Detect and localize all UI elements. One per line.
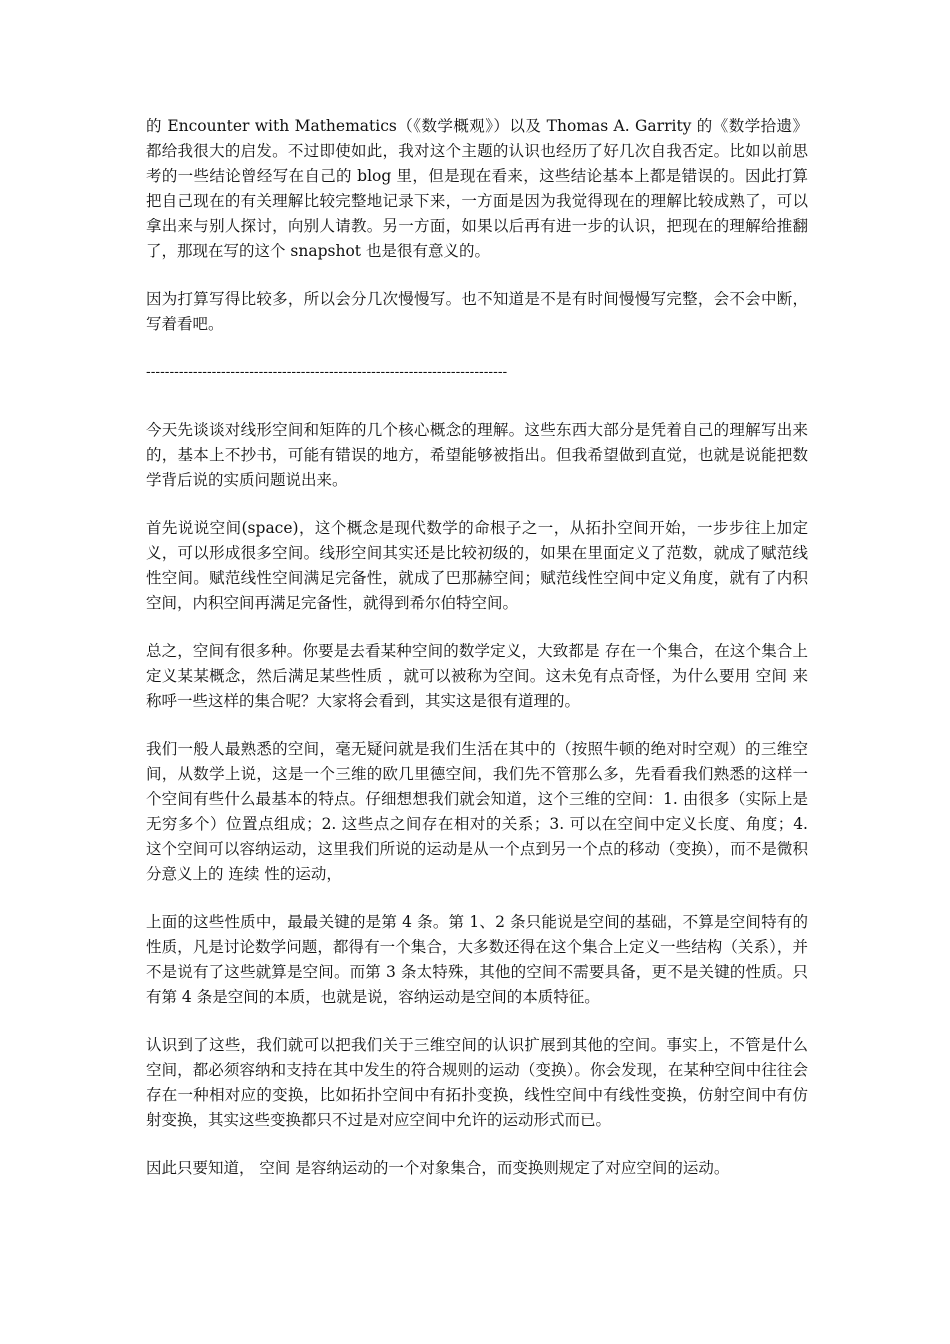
paragraph-conclusion: 因此只要知道， 空间 是容纳运动的一个对象集合，而变换则规定了对应空间的运动。 — [146, 1159, 730, 1177]
section-divider: ----------------------------------------------------------------------------- — [146, 365, 508, 380]
paragraph-plan: 因为打算写得比较多，所以会分几次慢慢写。也不知道是不是有时间慢慢写完整，会不会中断，写着看吧。 — [146, 290, 808, 333]
paragraph-three-dim-space: 我们一般人最熟悉的空间，毫无疑问就是我们生活在其中的（按照牛顿的绝对时空观）的三维空间，从数学上说，这是一个三维的欧几里德空间，我们先不管那么多，先看看我们熟悉的这样一个空间有些什么最基本的特点。仔细想想我们就会知道，这个三维的空间：1. 由很多（实际上是无穷多个）位置点组成；2. 这些点之间存在相对的关系；3. 可以在空间中定义长度、角度；4. 这个空间可以容纳运动，这里我们所说的运动是从一个点到另一个点的移动（变换），而不是微积分意义上的 连续 性的运动， — [146, 740, 808, 883]
paragraph-space-definition: 首先说说空间(space)，这个概念是现代数学的命根子之一，从拓扑空间开始，一步步往上加定义，可以形成很多空间。线形空间其实还是比较初级的，如果在里面定义了范数，就成了赋范线性空间。赋范线性空间满足完备性，就成了巴那赫空间；赋范线性空间中定义角度，就有了内积空间，内积空间再满足完备性，就得到希尔伯特空间。 — [146, 519, 808, 612]
paragraph-intro: 的 Encounter with Mathematics（《数学概观》）以及 Thomas A. Garrity 的《数学拾遗》都给我很大的启发。不过即使如此，我对这个主题的认识也经历了好几次自我否定。比如以前思考的一些结论曾经写在自己的 blog 里，但是现在看来，这些结论基本上都是错误的。因此打算把自己现在的有关理解比较完整地记录下来，一方面是因为我觉得现在的理解比较成熟了，可以拿出来与别人探讨，向别人请教。另一方面，如果以后再有进一步的认识，把现在的理解给推翻了，那现在写的这个 snapshot 也是很有意义的。 — [146, 117, 808, 260]
paragraph-key-property: 上面的这些性质中，最最关键的是第 4 条。第 1、2 条只能说是空间的基础，不算是空间特有的性质，凡是讨论数学问题，都得有一个集合，大多数还得在这个集合上定义一些结构（关系），并不是说有了这些就算是空间。而第 3 条太特殊，其他的空间不需要具备，更不是关键的性质。只有第 4 条是空间的本质，也就是说，容纳运动是空间的本质特征。 — [146, 913, 808, 1006]
paragraph-space-kinds: 总之，空间有很多种。你要是去看某种空间的数学定义，大致都是 存在一个集合，在这个集合上定义某某概念，然后满足某些性质 ，就可以被称为空间。这未免有点奇怪，为什么要用 空间 来称呼一些这样的集合呢？大家将会看到，其实这是很有道理的。 — [146, 642, 808, 710]
document-page — [146, 114, 808, 1204]
paragraph-generalization: 认识到了这些，我们就可以把我们关于三维空间的认识扩展到其他的空间。事实上，不管是什么空间，都必须容纳和支持在其中发生的符合规则的运动（变换）。你会发现，在某种空间中往往会存在一种相对应的变换，比如拓扑空间中有拓扑变换，线性空间中有线性变换，仿射空间中有仿射变换，其实这些变换都只不过是对应空间中允许的运动形式而已。 — [146, 1036, 808, 1129]
paragraph-today: 今天先谈谈对线形空间和矩阵的几个核心概念的理解。这些东西大部分是凭着自己的理解写出来的，基本上不抄书，可能有错误的地方，希望能够被指出。但我希望做到直觉，也就是说能把数学背后说的实质问题说出来。 — [146, 421, 808, 489]
